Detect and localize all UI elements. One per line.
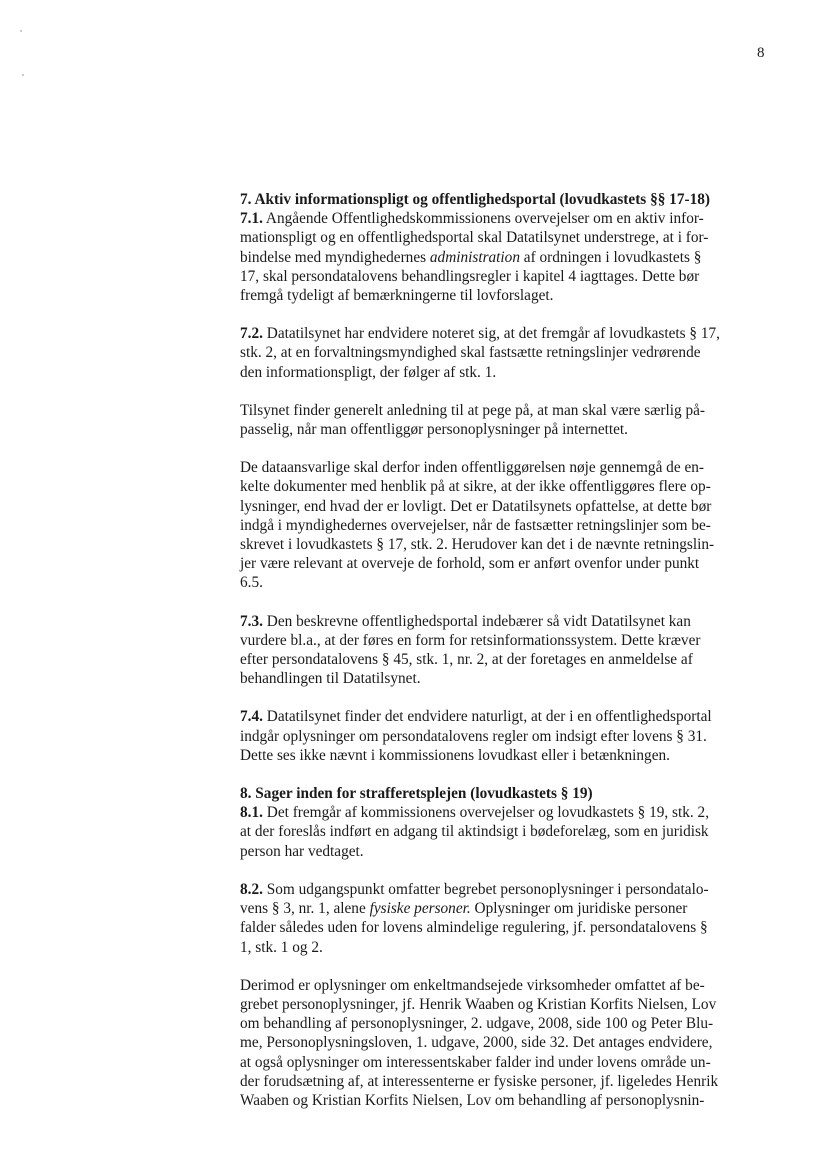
section-7-heading: 7. Aktiv informationspligt og offentlighedsportal (lovudkastets §§ 17-18) [240, 191, 710, 208]
text-line: Som udgangspunkt omfatter begrebet personoplysninger i persondatalo- [262, 880, 709, 898]
text-line: Dette ses ikke nævnt i kommissionens lovudkast eller i betænkningen. [240, 746, 670, 764]
paragraph-7-1 [240, 209, 760, 305]
paragraph-8-1 [240, 803, 760, 861]
text-line: vurdere bl.a., at der føres en form for retsinformationssystem. Dette kræver [240, 631, 701, 649]
text-line: Waaben og Kristian Korfits Nielsen, Lov om behandling af personoplysnin- [240, 1091, 705, 1109]
paragraph-7-2 [240, 324, 760, 382]
text-line: Den beskrevne offentlighedsportal indebærer så vidt Datatilsynet kan [262, 612, 691, 630]
text-line: stk. 2, at en forvaltningsmyndighed skal fastsætte retningslinjer vedrørende [240, 344, 701, 362]
text-line: der forudsætning af, at interessenterne er fysiske personer, jf. ligeledes Henrik [240, 1072, 719, 1090]
text-line: af ordningen i lovudkastets § [519, 248, 702, 266]
text-line: fremgå tydeligt af bemærkningerne til lovforslaget. [240, 287, 554, 305]
text-line: mationspligt og en offentlighedsportal skal Datatilsynet understrege, at i for- [240, 229, 709, 247]
text-line: me, Personoplysningsloven, 1. udgave, 2000, side 32. Det antages endvidere, [240, 1034, 713, 1052]
text-line: at der foreslås indført en adgang til aktindsigt i bødeforelæg, som en juridisk [240, 823, 709, 841]
paragraph-8-2 [240, 880, 760, 957]
document-body [240, 190, 760, 1110]
text-line: De dataansvarlige skal derfor inden offentliggørelsen nøje gennemgå de en- [240, 459, 704, 477]
text-line: Derimod er oplysninger om enkeltmandsejede virksomheder omfattet af be- [240, 976, 705, 994]
text-line: Oplysninger om juridiske personer [470, 900, 688, 918]
text-line: den informationspligt, der følger af stk. 1. [240, 363, 497, 381]
paragraph-number: 7.4. [240, 708, 263, 726]
emphasis-text: administration [429, 248, 520, 266]
text-line: falder således uden for lovens almindelige regulering, jf. persondatalovens § [240, 919, 708, 937]
text-line: 17, skal persondatalovens behandlingsregler i kapitel 4 iagttages. Dette bør [240, 267, 700, 285]
scan-speck [22, 74, 24, 76]
text-line: at også oplysninger om interessentskaber falder ind under lovens område un- [240, 1053, 711, 1071]
paragraph-number: 8.2. [240, 880, 263, 898]
text-line: Datatilsynet har endvidere noteret sig, at det fremgår af lovudkastets § 17, [262, 325, 721, 343]
text-line: Det fremgår af kommissionens overvejelser og lovudkastets § 19, stk. 2, [262, 804, 710, 822]
text-line: person har vedtaget. [240, 842, 364, 860]
text-line: 1, stk. 1 og 2. [240, 938, 323, 956]
paragraph-tilsynet [240, 401, 760, 439]
paragraph-number: 7.1. [240, 210, 263, 228]
text-line: bindelse med myndighedernes [240, 248, 430, 266]
text-line: efter persondatalovens § 45, stk. 1, nr. 2, at der foretages en anmeldelse af [240, 651, 693, 669]
text-line: Datatilsynet finder det endvidere naturligt, at der i en offentlighedsportal [262, 708, 712, 726]
text-line: passelig, når man offentliggør personoplysninger på internettet. [240, 421, 628, 439]
text-line: indgå i myndighedernes overvejelser, når de fastsætter retningslinjer som be- [240, 516, 711, 534]
paragraph-dataansvarlige [240, 458, 760, 592]
page-number: 8 [757, 45, 765, 61]
text-line: behandlingen til Datatilsynet. [240, 670, 421, 688]
scan-speck [20, 30, 22, 32]
text-line: lysninger, end hvad der er lovligt. Det er Datatilsynets opfattelse, at dette bør [240, 497, 712, 515]
paragraph-7-3 [240, 612, 760, 689]
section-8-heading: 8. Sager inden for strafferetsplejen (lovudkastets § 19) [240, 785, 593, 803]
text-line: Tilsynet finder generelt anledning til at pege på, at man skal være særlig på- [240, 401, 706, 419]
text-line: vens § 3, nr. 1, alene [240, 900, 370, 918]
text-line: om behandling af personoplysninger, 2. udgave, 2008, side 100 og Peter Blu- [240, 1015, 714, 1033]
text-line: Angående Offentlighedskommissionens overvejelser om en aktiv infor- [262, 210, 704, 228]
paragraph-number: 8.1. [240, 804, 263, 822]
text-line: 6.5. [240, 574, 263, 592]
paragraph-number: 7.3. [240, 612, 263, 630]
text-line: skrevet i lovudkastets § 17, stk. 2. Herudover kan det i de nævnte retningslin- [240, 536, 715, 554]
text-line: indgår oplysninger om persondatalovens regler om indsigt efter lovens § 31. [240, 727, 707, 745]
paragraph-number: 7.2. [240, 325, 263, 343]
paragraph-7-4 [240, 707, 760, 765]
text-line: kelte dokumenter med henblik på at sikre, at der ikke offentliggøres flere op- [240, 478, 711, 496]
paragraph-derimod [240, 976, 760, 1110]
emphasis-text: fysiske personer. [369, 900, 471, 918]
text-line: grebet personoplysninger, jf. Henrik Waaben og Kristian Korfits Nielsen, Lov [240, 995, 717, 1013]
text-line: jer være relevant at overveje de forhold, som er anført ovenfor under punkt [240, 555, 700, 573]
